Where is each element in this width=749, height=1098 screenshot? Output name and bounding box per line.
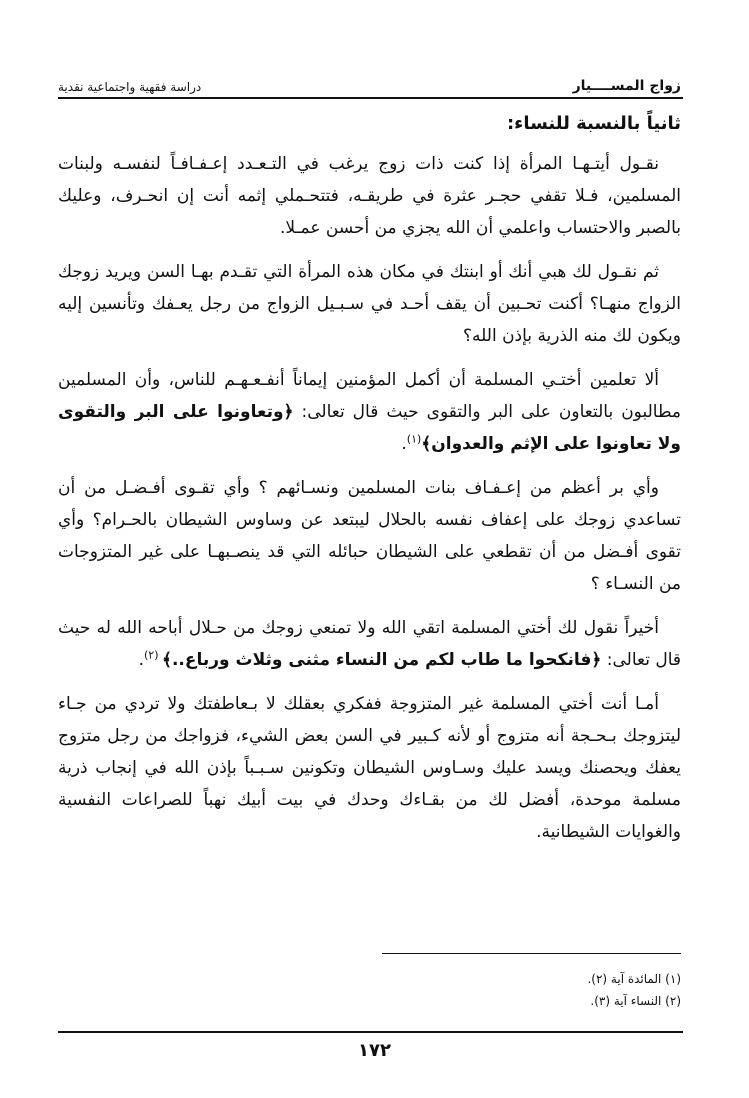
paragraph: [58, 256, 681, 352]
paragraph: [58, 612, 681, 676]
paragraph: [58, 364, 681, 460]
header-subtitle: دراسة فقهية واجتماعية نقدية: [58, 80, 202, 94]
footnotes: [587, 968, 681, 1012]
footnote-rule: [382, 953, 681, 954]
paragraph-text: أمـا أنت أختي المسلمة غير المتزوجة ففكري بعقلك لا بـعاطفتك ولا تردي من جـاء ليتزوجك بـحـجة أنه متزوج أو لأنه كـبير في السن بعض الشيء، فزواجك من رجل متزوج يعفك ويحصنك ويسد عليك وسـاوس الشيطان وتكونين سـبـباً بإذن الله في إنجاب ذرية مسلمة موحدة، أفضل لك من بقـاءك وحدك في بيت أبيك نهباً للصراعات النفسية والغوايات الشيطانية.: [58, 694, 681, 842]
paragraph: [58, 148, 681, 244]
quran-verse: ﴿فانكحوا ما طاب لكم من النساء مثنى وثلاث ورباع..﴾: [162, 650, 602, 670]
footnote: (٢) النساء آية (٣).: [590, 994, 681, 1008]
header-book-title: زواج المســــيار: [572, 78, 681, 94]
footer-rule: [58, 1031, 683, 1033]
paragraph-text: ثم نقـول لك هبي أنك أو ابنتك في مكان هذه المرأة التي تقـدم بهـا السن ويريد زوجك الزواج منهـا؟ أكنت تحـبين أن يقف أحـد في سـبـيل الزواج من رجل يعـفك وتأنسين إليه ويكون لك منه الذرية بإذن الله؟: [58, 262, 681, 346]
paragraph-tail: .: [138, 650, 144, 670]
footnote-ref: (٢): [144, 648, 163, 662]
paragraph-text: ألا تعلمين أختـي المسلمة أن أكمل المؤمنين إيماناً أنفـعـهـم للناس، وأن المسلمين مطالبون بالتعاون على البر والتقوى حيث قال تعالى:: [58, 370, 682, 422]
body-text: [58, 148, 681, 860]
paragraph: [58, 472, 681, 600]
paragraph: [58, 688, 681, 848]
header-rule: [58, 97, 683, 99]
paragraph-text: أخيراً نقول لك أختي المسلمة اتقي الله ولا تمنعي زوجك من حـلال أباحه الله له حيث قال تعالى:: [58, 618, 681, 670]
paragraph-text: نقـول أيتـهـا المرأة إذا كنت ذات زوج يرغب في التـعـدد إعـفـافـاً لنفسـه ولبنات المسلمين، فـلا تقفي حجـر عثرة في طريقـه، فتتحـملي إثمه أنت إن انحـرف، وعليك بالصبر والاحتساب واعلمي أن الله يجزي من أحسن عمـلا.: [58, 154, 681, 238]
footnote: (١) المائدة آية (٢).: [587, 972, 681, 986]
footnote-ref: (١): [406, 432, 422, 446]
paragraph-text: وأي بر أعظم من إعـفـاف بنات المسلمين ونسـائهم ؟ وأي تقـوى أفـضـل من أن تساعدي زوجك على إعفاف نفسه بالحلال ليبتعد عن وساوس الشيطان بالحـرام؟ وأي تقوى أفـضل من أن تقطعي على الشيطان حبائله التي قد ينصـبهـا على غير المتزوجات من النسـاء ؟: [58, 478, 681, 594]
quran-verse: ﴿وتعاونوا على البر والتقوى ولا تعاونوا على الإثم والعدوان﴾: [58, 402, 681, 454]
page-number: ١٧٢: [358, 1040, 391, 1061]
section-title: ثانياً بالنسبة للنساء:: [506, 113, 681, 134]
paragraph-tail: .: [401, 434, 407, 454]
running-header: [58, 74, 681, 94]
